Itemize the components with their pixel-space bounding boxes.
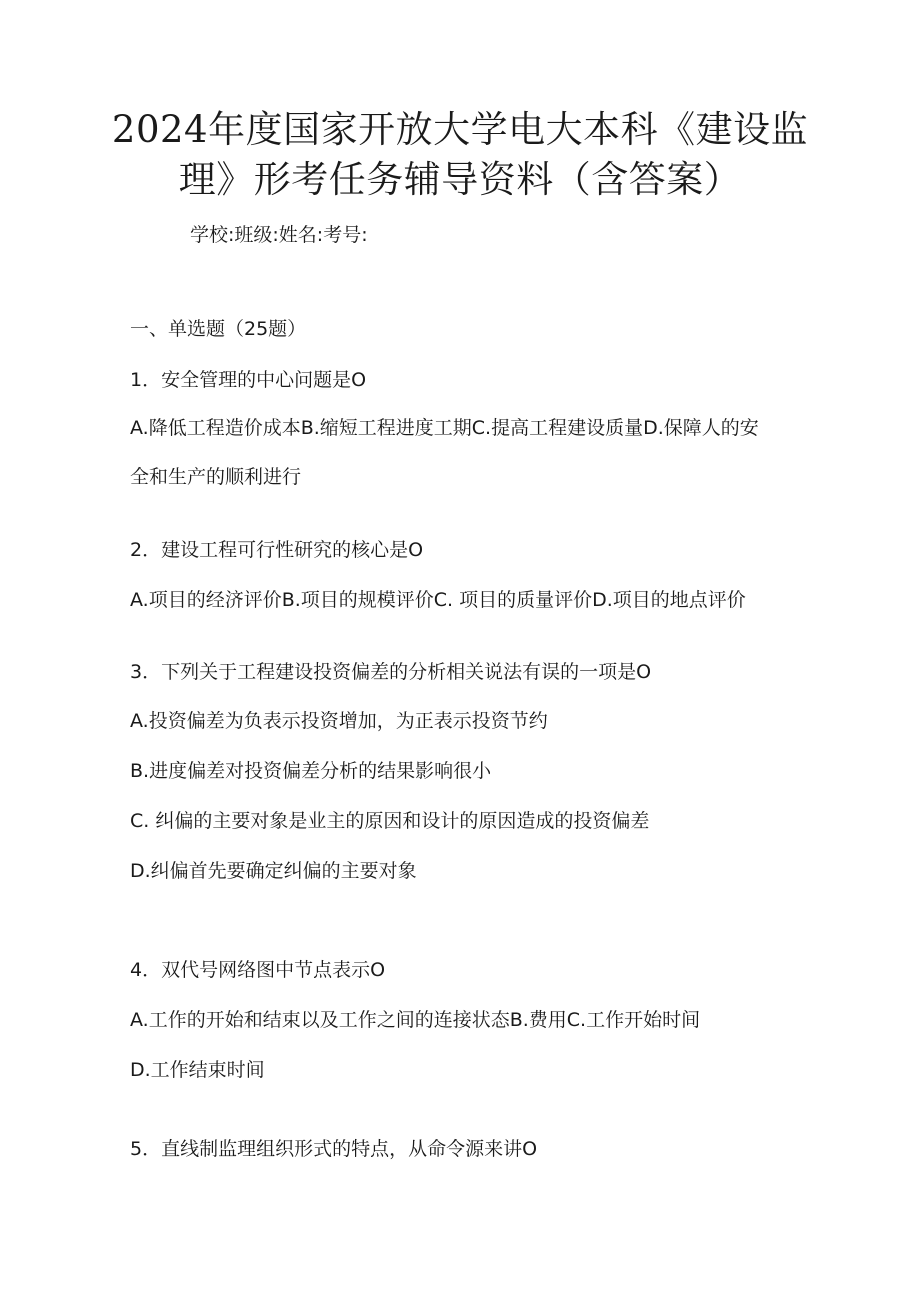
title-line-1: 2024年度国家开放大学电大本科《建设监 (111, 108, 809, 151)
question-4-options-line-1: A.工作的开始和结束以及工作之间的连接状态B.费用C.工作开始时间 (130, 1009, 701, 1031)
section-heading: 一、单选题（25题） (130, 318, 307, 340)
question-3-stem: 3．下列关于工程建设投资偏差的分析相关说法有误的一项是O (130, 661, 652, 683)
question-5-stem: 5．直线制监理组织形式的特点，从命令源来讲O (130, 1138, 538, 1160)
question-3-option-c: C. 纠偏的主要对象是业主的原因和设计的原因造成的投资偏差 (130, 810, 650, 832)
question-1-stem: 1．安全管理的中心问题是O (130, 369, 367, 391)
question-2-stem: 2．建设工程可行性研究的核心是O (130, 539, 424, 561)
question-3-option-d: D.纠偏首先要确定纠偏的主要对象 (130, 860, 417, 882)
question-1-options-line-1: A.降低工程造价成本B.缩短工程进度工期C.提高工程建设质量D.保障人的安 (130, 417, 759, 439)
question-4-stem: 4．双代号网络图中节点表示O (130, 959, 386, 981)
question-4-options-line-2: D.工作结束时间 (130, 1059, 265, 1081)
student-info-line: 学校:班级:姓名:考号: (190, 224, 368, 246)
question-1-options-line-2: 全和生产的顺利进行 (130, 466, 302, 488)
title-line-2: 理》形考任务辅导资料（含答案） (178, 158, 742, 201)
question-2-options-line-1: A.项目的经济评价B.项目的规模评价C. 项目的质量评价D.项目的地点评价 (130, 589, 746, 611)
question-3-option-a: A.投资偏差为负表示投资增加，为正表示投资节约 (130, 710, 548, 732)
document-title (110, 105, 810, 205)
question-3-option-b: B.进度偏差对投资偏差分析的结果影响很小 (130, 760, 492, 782)
